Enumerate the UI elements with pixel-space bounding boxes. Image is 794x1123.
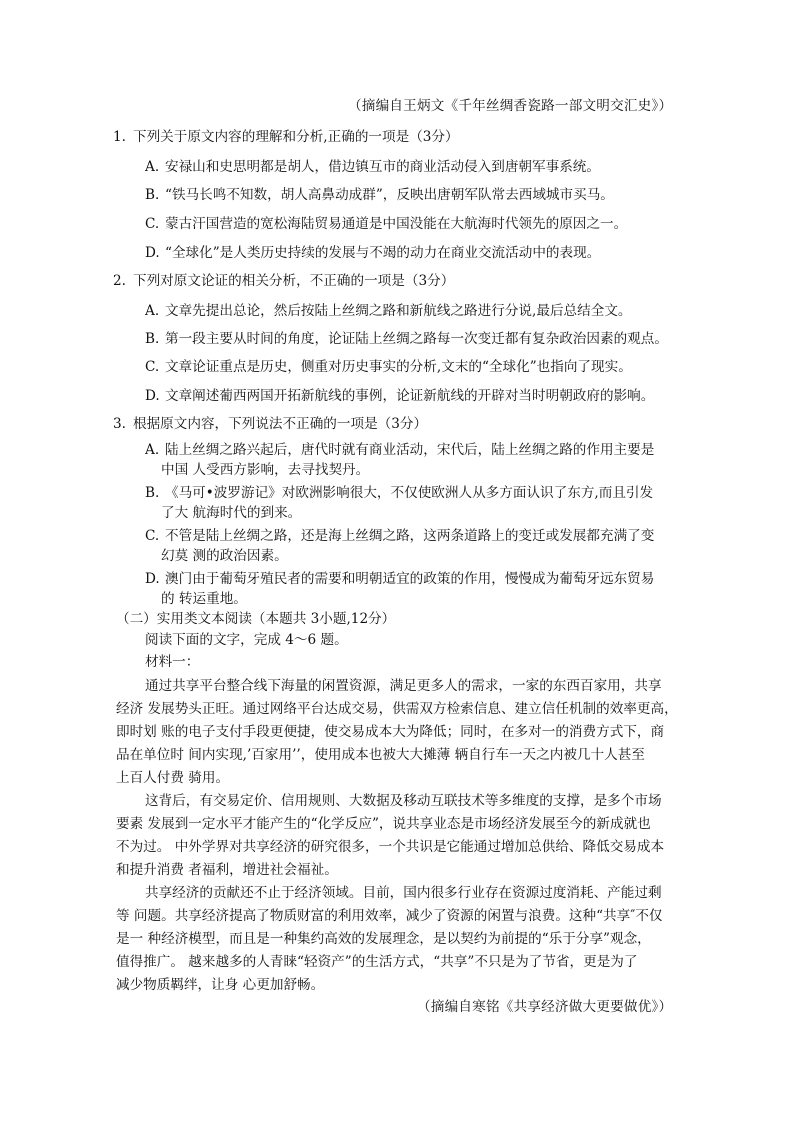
section-heading: （二）实用类文本阅读（本题共 3小题,12分）	[116, 611, 396, 627]
question-1-option-a	[145, 161, 600, 175]
option-text: 第一段主要从时间的角度，论证陆上丝绸之路每一次变迁都有复杂政治因素的观点。	[165, 331, 668, 347]
question-1-option-d	[145, 247, 600, 261]
option-label: A.	[145, 303, 160, 319]
question-2-option-d	[145, 390, 654, 404]
paragraph-2-line-2: 要素 发展到一定水平才能产生的“化学反应”，说共享业态是市场经济发展至今的新成就也	[116, 816, 651, 832]
option-text-line-1: 《马可•波罗游记》对欧洲影响很大，不仅使欧洲人从多方面认识了东方,而且引发	[165, 485, 654, 501]
reading-instruction: 阅读下面的文字，完成 4～6 题。	[145, 632, 348, 648]
option-label: D.	[145, 245, 160, 261]
paragraph-1-line-2: 经济 发展势头正旺。通过网络平台达成交易，供需双方检索信息、建立信任机制的效率更高，	[116, 701, 678, 717]
option-label: B.	[145, 485, 160, 501]
option-label: D.	[145, 571, 160, 587]
question-text: 下列关于原文内容的理解和分析,正确的一项是（3分）	[133, 129, 459, 145]
paragraph-1-line-5: 上百人付费 骑用。	[116, 770, 230, 786]
option-text-line-1: 陆上丝绸之路兴起后，唐代时就有商业活动，宋代后，陆上丝绸之路的作用主要是	[165, 442, 655, 458]
question-3-option-b	[145, 487, 653, 501]
question-3-option-c	[145, 530, 654, 544]
question-2-stem	[113, 275, 454, 289]
option-label: D.	[145, 388, 160, 404]
question-number: 3.	[113, 416, 126, 432]
paragraph-1-line-1: 通过共享平台整合线下海量的闲置资源，满足更多人的需求，一家的东西百家用，共享	[145, 678, 662, 694]
option-text: 安禄山和史思明都是胡人，借边镇互市的商业活动侵入到唐朝军事系统。	[165, 159, 600, 175]
paragraph-3-line-4: 值得推广。 越来越多的人青睐“轻资产”的生活方式，“共享”不只是为了节省，更是为了	[116, 954, 638, 970]
question-2-option-a	[145, 305, 632, 319]
question-3-option-a-cont: 中国 人受西方影响，去寻找契丹。	[161, 462, 370, 478]
question-2-option-b	[145, 333, 668, 347]
question-3-option-b-cont: 了大 航海时代的到来。	[161, 505, 302, 521]
question-1-stem	[113, 131, 459, 145]
question-number: 2.	[113, 273, 126, 289]
option-label: A.	[145, 159, 160, 175]
question-text: 根据原文内容，下列说法不正确的一项是（3分）	[133, 416, 428, 432]
material-label: 材料一：	[145, 654, 200, 670]
option-label: C.	[145, 216, 160, 232]
question-3-option-c-cont: 幻莫 测的政治因素。	[161, 548, 288, 564]
question-3-option-a	[145, 444, 654, 458]
paragraph-3-line-3: 是一 种经济模型，而且是一种集约高效的发展理念，是以契约为前提的“乐于分享”观念，	[116, 931, 651, 947]
question-text: 下列对原文论证的相关分析，不正确的一项是（3分）	[133, 273, 455, 289]
option-label: C.	[145, 528, 160, 544]
paragraph-3-line-5: 减少物质羁绊，让身 心更加舒畅。	[116, 977, 325, 993]
option-text-line-1: 澳门由于葡萄牙殖民者的需要和明朝适宜的政策的作用，慢慢成为葡萄牙远东贸易	[165, 571, 655, 587]
option-label: B.	[145, 331, 160, 347]
option-text: 文章先提出总论，然后按陆上丝绸之路和新航线之路进行分说,最后总结全文。	[165, 303, 632, 319]
question-3-stem	[113, 418, 427, 432]
source-citation-top: （摘编自王炳文《千年丝绸香瓷路一部文明交汇史》）	[348, 98, 673, 114]
option-label: B.	[145, 187, 160, 203]
option-text: 蒙古汗国营造的宽松海陆贸易通道是中国没能在大航海时代领先的原因之一。	[165, 216, 628, 232]
question-1-option-c	[145, 218, 627, 232]
option-text: “全球化”是人类历史持续的发展与不竭的动力在商业交流活动中的表现。	[165, 245, 601, 261]
option-text: “铁马长鸣不知数，胡人高鼻动成群”，反映出唐朝军队常去西域城市买马。	[165, 187, 614, 203]
question-3-option-d-cont: 的 转运重地。	[161, 591, 247, 607]
paragraph-2-line-3: 不为过。 中外学界对共享经济的研究很多，一个共识是它能通过增加总供给、降低交易成本	[116, 839, 665, 855]
paragraph-3-line-1: 共享经济的贡献还不止于经济领域。目前，国内很多行业存在资源过度消耗、产能过剩	[145, 885, 662, 901]
question-1-option-b	[145, 189, 614, 203]
paragraph-2-line-4: 和提升消费 者福利，增进社会福祉。	[116, 862, 338, 878]
paragraph-1-line-3: 即时划 账的电子支付手段更便捷，使交易成本大为降低；同时，在多对一的消费方式下，商	[116, 724, 665, 740]
question-2-option-c	[145, 361, 632, 375]
source-citation-bottom: （摘编自寒铭《共享经济做大更要做优》）	[417, 999, 673, 1015]
question-number: 1.	[113, 129, 126, 145]
paragraph-3-line-2: 等 问题。共享经济提高了物质财富的利用效率，减少了资源的闲置与浪费。这种“共享″不仅	[116, 908, 663, 924]
paragraph-1-line-4: 品在单位时 间内实现,’百家用’’，使用成本也被大大摊薄 辆自行车一天之内被几十人甚至	[116, 747, 645, 763]
option-label: A.	[145, 442, 160, 458]
paragraph-2-line-1: 这背后，有交易定价、信用规则、大数据及移动互联技术等多维度的支撑，是多个市场	[145, 793, 662, 809]
option-text-line-1: 不管是陆上丝绸之路，还是海上丝绸之路，这两条道路上的变迁或发展都充满了变	[165, 528, 655, 544]
option-text: 文章阐述葡西两国开拓新航线的事例，论证新航线的开辟对当时明朝政府的影响。	[165, 388, 655, 404]
option-label: C.	[145, 359, 160, 375]
option-text: 文章论证重点是历史，侧重对历史事实的分析,文末的“全球化”也指向了现实。	[165, 359, 632, 375]
question-3-option-d	[145, 573, 654, 587]
